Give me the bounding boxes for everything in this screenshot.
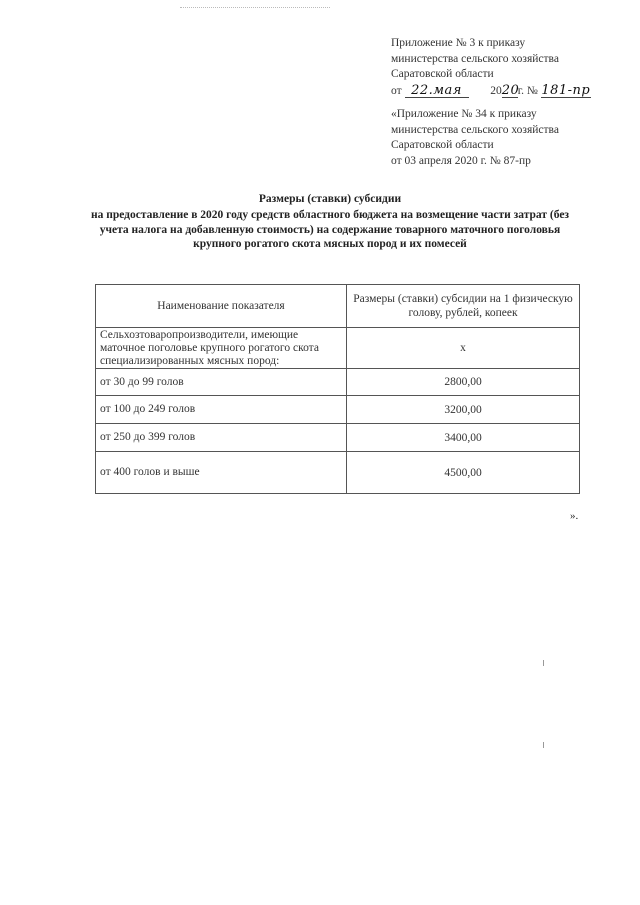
row-value: 3400,00 [347,424,580,452]
table-header-row [96,285,580,328]
appendix-34-line4: от 03 апреля 2020 г. № 87-пр [391,154,531,167]
row-value: х [347,328,580,369]
table-row [96,328,580,369]
row-name: от 250 до 399 голов [96,424,347,452]
table-row [96,396,580,424]
scan-speck [543,742,544,748]
scan-artifact [180,7,330,9]
appendix-34-line1: «Приложение № 34 к приказу [391,108,537,120]
appendix-34-header [391,107,559,169]
row-name: от 400 голов и выше [96,452,347,494]
table-row [96,452,580,494]
handwritten-year: 20 [501,82,520,98]
closing-quote-mark: ». [570,510,579,522]
document-title: Размеры (ставки) субсидии [258,193,402,205]
row-name: Сельхозтоваропроизводители, имеющие маточное поголовье крупного рогатого скота специализированных мясных пород: [96,328,347,369]
appendix-3-line2: министерства сельского хозяйства [391,52,559,65]
handwritten-date: 22.мая [405,84,469,98]
table-row [96,424,580,452]
appendix-3-line1: Приложение № 3 к приказу [391,37,526,49]
scan-speck [543,660,544,666]
row-value: 2800,00 [347,369,580,396]
year-prefix: 20 [490,84,502,97]
handwritten-order-number: 181-пр [541,82,591,98]
appendix-34-line2: министерства сельского хозяйства [391,123,559,136]
from-label: от [391,84,402,97]
subsidy-rates-table [95,284,580,494]
year-suffix: г. № [517,84,538,97]
row-value: 4500,00 [347,452,580,494]
header-indicator-name: Наименование показателя [96,285,347,328]
table-row [96,369,580,396]
document-subtitle: на предоставление в 2020 году средств областного бюджета на возмещение части затрат (без учета налога на добавленную стоимость) на содержание товарного маточного поголовья крупного рогатого скота мясных пород и их помесей [90,209,570,250]
appendix-34-line3: Саратовской области [391,139,494,151]
row-name: от 100 до 249 голов [96,396,347,424]
appendix-3-line3: Саратовской области [391,68,494,80]
header-subsidy-rate: Размеры (ставки) субсидии на 1 физическую голову, рублей, копеек [347,285,580,328]
appendix-3-header [391,36,591,99]
appendix-3-order-line [391,84,591,100]
row-value: 3200,00 [347,396,580,424]
row-name: от 30 до 99 голов [96,369,347,396]
